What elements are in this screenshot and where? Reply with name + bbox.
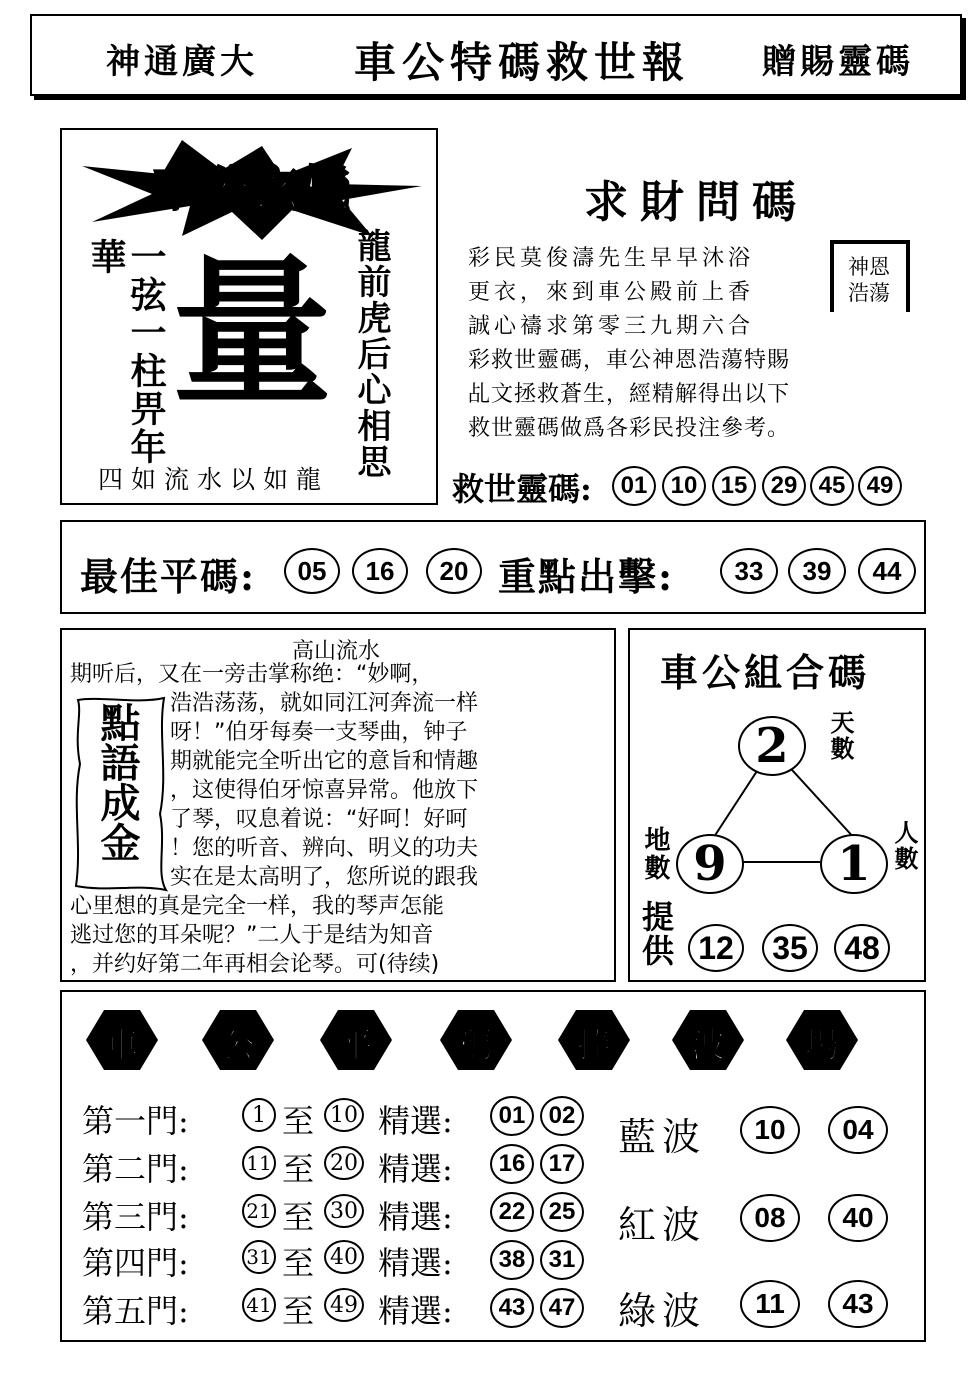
hex-char: 波 [691,1026,725,1066]
pingma-number: 05 [284,548,340,594]
story-box [60,628,616,982]
bangbo-box [60,990,926,1342]
wave-number: 10 [740,1106,800,1154]
ren-number: 1 [820,834,888,894]
gate-from: 21 [242,1194,276,1228]
jiushi-number: 10 [662,466,706,506]
pingma-number: 20 [426,548,482,594]
gate-zhi: 至 [282,1244,315,1282]
gate-pick-label: 精選: [378,1102,453,1140]
gate-zhi: 至 [282,1102,315,1140]
gate-to: 30 [324,1194,364,1228]
gate-from: 1 [242,1098,276,1132]
gate-row [82,1188,602,1238]
hex-char: 捧 [577,1026,611,1066]
gate-row [82,1092,602,1142]
di-label: 地數 [640,826,670,882]
story-line: ！您的听音、辨向、明义的功夫 [170,836,479,861]
header-left: 神通廣大 [106,42,258,82]
pingma-label: 最佳平碼: [80,554,257,599]
gate-pick-label: 精選: [378,1292,453,1330]
story-line: 逃过您的耳朵呢？”二人于是结为知音 [70,923,434,948]
gate-name: 第一門: [82,1102,189,1140]
provide-label: 提供 [637,900,675,968]
wave-name: 綠波 [618,1289,707,1333]
story-line: ，这使得伯牙惊喜异常。他放下 [170,778,479,803]
story-line: 期听后，又在一旁击掌称绝：“妙啊， [70,662,434,687]
gate-pick: 43 [490,1288,534,1328]
tian-label: 天數 [826,710,855,762]
qiucai-title: 求財問碼 [584,177,808,228]
hex-char: 碼 [459,1026,493,1066]
gate-pick-label: 精選: [378,1198,453,1236]
qiucai-line: 彩救世靈碼，車公神恩浩蕩特賜 [468,348,791,373]
story-line: 呀！”伯牙每奏一支琴曲，钟子 [170,720,468,745]
jiushi-number: 45 [810,466,854,506]
jiushi-number: 15 [712,466,756,506]
gate-name: 第二門: [82,1150,189,1188]
hex-char: 公 [221,1026,255,1066]
gate-row [82,1282,602,1332]
gate-from: 31 [242,1240,276,1274]
gate-row [82,1234,602,1284]
gate-zhi: 至 [282,1150,315,1188]
story-line: 心里想的真是完全一样，我的琴声怎能 [70,894,445,919]
gate-name: 第四門: [82,1244,189,1282]
jiushi-number: 29 [762,466,806,506]
jiushi-label: 救世靈碼: [452,470,592,508]
pingma-box [60,520,926,614]
gate-to: 40 [324,1240,364,1274]
gate-to: 49 [324,1288,364,1322]
tian-number: 2 [738,716,806,776]
wave-number: 08 [740,1194,800,1242]
zuhe-number: 12 [688,924,744,972]
zuhe-number: 35 [762,924,818,972]
gate-pick-label: 精選: [378,1150,453,1188]
xuanji-left-vertical: 一弦一柱畀年華 [85,238,167,466]
gate-pick: 38 [490,1240,534,1280]
gate-from: 11 [242,1146,276,1180]
wave-number: 11 [740,1280,800,1328]
gate-pick: 02 [540,1096,584,1136]
xuanji-bottom: 四如流水以如龍 [98,465,330,494]
wave-number: 43 [828,1280,888,1328]
wave-number: 04 [828,1106,888,1154]
gate-name: 第三門: [82,1198,189,1236]
gate-zhi: 至 [282,1292,315,1330]
xuanji-big-char: 量 [172,238,333,426]
header-box [30,14,962,96]
gate-to: 10 [324,1098,364,1132]
xuanji-title: 車公玄機 [151,161,352,217]
gate-zhi: 至 [282,1198,315,1236]
qiucai-stamp-text: 神恩浩蕩 [848,255,890,305]
qiucai-line: 乩文拯救蒼生，經精解得出以下 [468,382,791,407]
story-title: 高山流水 [292,639,381,664]
pingma-number: 16 [352,548,408,594]
qiucai-line: 彩民莫俊濤先生早早沐浴 [468,246,755,271]
zhongdian-number: 44 [858,548,916,594]
gate-row [82,1140,602,1190]
wave-number: 40 [828,1194,888,1242]
header-right: 贈賜靈碼 [762,42,914,82]
gate-pick: 17 [540,1144,584,1184]
gate-pick: 22 [490,1192,534,1232]
jiushi-number: 01 [612,466,656,506]
story-side-title: 點語成金 [94,702,141,862]
zhongdian-label: 重點出擊: [498,554,675,599]
story-line: 浩浩荡荡，就如同江河奔流一样 [170,691,479,716]
zhongdian-number: 39 [788,548,846,594]
xuanji-right-vertical: 龍前虎后心相思 [351,228,391,480]
story-line: ，并约好第二年再相会论琴。可(待续) [70,952,440,977]
zuhe-title: 車公組合碼 [660,650,871,695]
gate-pick: 16 [490,1144,534,1184]
story-line: 期就能完全听出它的意旨和情趣 [170,749,479,774]
gate-pick: 01 [490,1096,534,1136]
hex-char: 場 [805,1026,839,1066]
gate-name: 第五門: [82,1292,189,1330]
qiucai-line: 救世靈碼做爲各彩民投注參考。 [468,416,791,441]
gate-pick: 47 [540,1288,584,1328]
gate-pick-label: 精選: [378,1244,453,1282]
di-number: 9 [676,834,744,894]
gate-pick: 25 [540,1192,584,1232]
gate-to: 20 [324,1146,364,1180]
qiucai-line: 更衣，來到車公殿前上香 [468,280,755,305]
zuhe-box [628,628,926,982]
xuanji-box [60,128,438,505]
wave-name: 紅波 [618,1203,707,1247]
gate-from: 41 [242,1288,276,1322]
zuhe-number: 48 [834,924,890,972]
qiucai-text [468,242,908,446]
qiucai-line: 誠心禱求第零三九期六合 [468,314,755,339]
story-line: 了琴，叹息着说：“好呵！好呵 [170,807,468,832]
hex-char: 車 [105,1026,139,1066]
gate-pick: 31 [540,1240,584,1280]
jiushi-number: 49 [858,466,902,506]
story-line: 实在是太高明了，您所说的跟我 [170,865,479,890]
zhongdian-number: 33 [720,548,778,594]
header-title: 車公特碼救世報 [354,38,691,87]
wave-name: 藍波 [618,1115,707,1159]
hex-char: 平 [339,1026,373,1066]
ren-label: 人數 [890,820,919,872]
